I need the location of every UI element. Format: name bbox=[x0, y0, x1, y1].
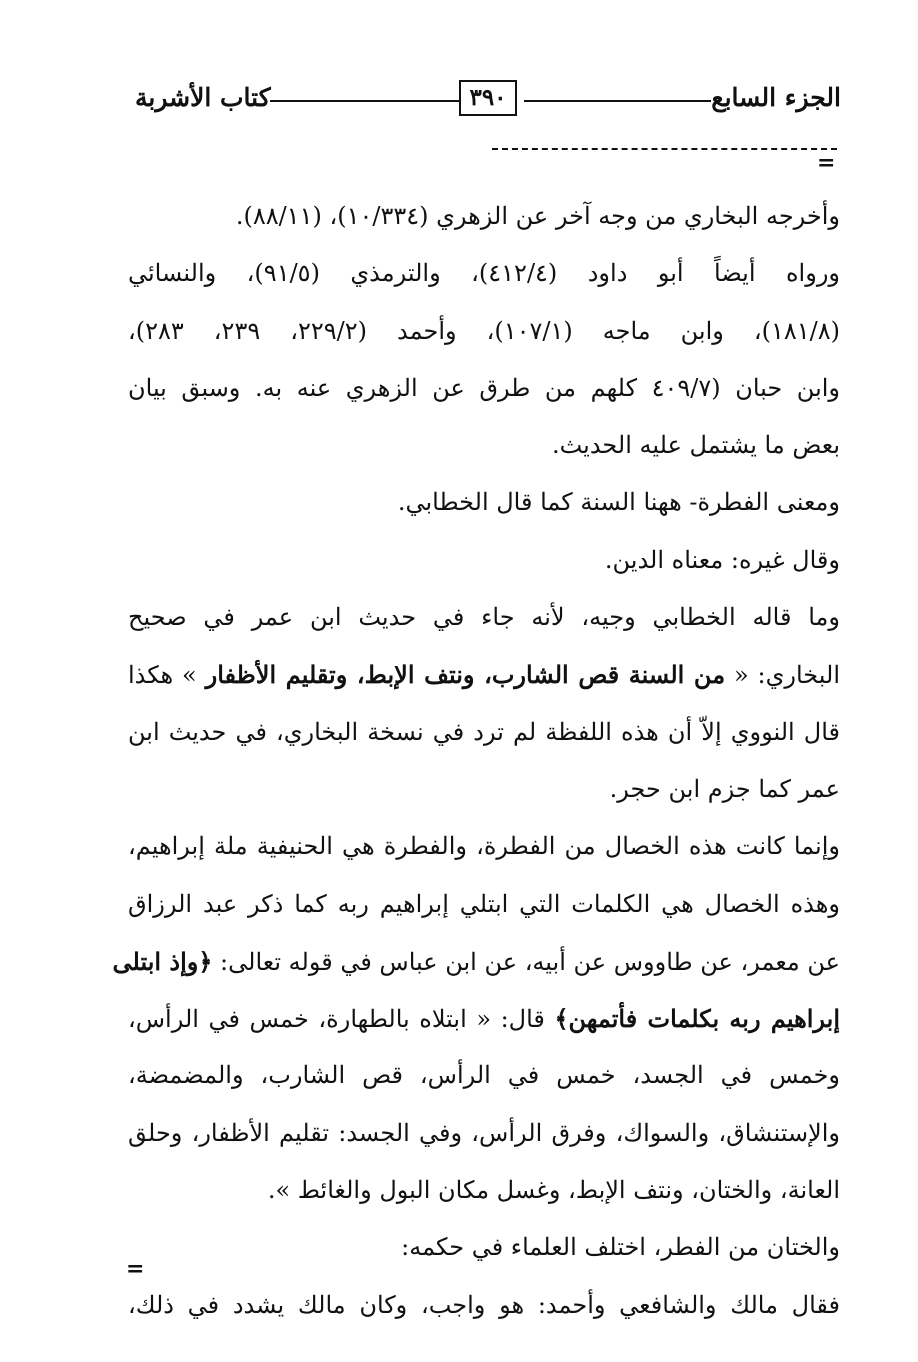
header-rule-left bbox=[270, 100, 459, 102]
text-run: » هكذا bbox=[128, 661, 206, 690]
text-line: وأخرجه البخاري من وجه آخر عن الزهري (١٠/٣٣٤)، (٨٨/١١). bbox=[235, 202, 840, 230]
text-line bbox=[128, 990, 840, 1047]
text-line: والإستنشاق، والسواك، وفرق الرأس، وفي الجسد: تقليم الأظفار، وحلق bbox=[128, 1118, 840, 1147]
continuation-mark-bottom: = bbox=[126, 1256, 145, 1282]
text-line: والختان من الفطر، اختلف العلماء في حكمه: bbox=[401, 1233, 840, 1262]
text-line: وإنما كانت هذه الخصال من الفطرة، والفطرة هي الحنيفية ملة إبراهيم، bbox=[128, 832, 840, 861]
text-line: ومعنى الفطرة- ههنا السنة كما قال الخطابي. bbox=[397, 488, 840, 517]
text-line: وهذه الخصال هي الكلمات التي ابتلي إبراهيم ربه كما ذكر عبد الرزاق bbox=[128, 889, 840, 918]
text-run: البخاري: « bbox=[725, 661, 841, 690]
quoted-text: إبراهيم ربه بكلمات فأتمهن﴾ bbox=[554, 1004, 840, 1034]
text-line: بعض ما يشتمل عليه الحديث. bbox=[551, 431, 840, 460]
quoted-text: ﴿وإذ ابتلى bbox=[112, 946, 213, 976]
footnote-body bbox=[112, 188, 841, 1334]
page-number: ٣٩٠ bbox=[459, 80, 517, 116]
text-line: فقال مالك والشافعي وأحمد: هو واجب، وكان مالك يشدد في ذلك، bbox=[128, 1290, 840, 1319]
running-head-book: كتاب الأشربة bbox=[135, 83, 271, 112]
text-line: قال النووي إلاّ أن هذه اللفظة لم ترد في نسخة البخاري، في حديث ابن bbox=[128, 717, 840, 746]
footnote-separator bbox=[492, 148, 837, 150]
running-head-volume: الجزء السابع bbox=[711, 83, 841, 112]
text-line: وخمس في الجسد، خمس في الرأس، قص الشارب، والمضمضة، bbox=[128, 1061, 840, 1090]
text-line: عمر كما جزم ابن حجر. bbox=[609, 774, 840, 803]
continuation-mark-top: = bbox=[817, 150, 836, 176]
text-line: وما قاله الخطابي وجيه، لأنه جاء في حديث ابن عمر في صحيح bbox=[128, 603, 840, 632]
text-line: العانة، والختان، ونتف الإبط، وغسل مكان البول والغائط ». bbox=[267, 1176, 840, 1205]
text-run: عن معمر، عن طاووس عن أبيه، عن ابن عباس في قوله تعالى: bbox=[212, 947, 840, 976]
text-line bbox=[128, 646, 840, 703]
text-line: وقال غيره: معناه الدين. bbox=[604, 545, 840, 574]
text-line: وابن حبان (٤٠٩/٧ كلهم من طرق عن الزهري عنه به. وسبق بيان bbox=[128, 373, 841, 402]
page-header bbox=[135, 78, 841, 128]
text-line bbox=[112, 933, 840, 990]
quoted-text: من السنة قص الشارب، ونتف الإبط، وتقليم الأظفار bbox=[205, 660, 726, 690]
header-rule-right bbox=[524, 100, 711, 102]
text-line: (١٨١/٨)، وابن ماجه (١٠٧/١)، وأحمد (٢٢٩/٢، ٢٣٩، ٢٨٣)، bbox=[128, 316, 841, 345]
text-run: قال: « ابتلاه بالطهارة، خمس في الرأس، bbox=[128, 1005, 555, 1034]
text-line: ورواه أيضاً أبو داود (٤١٢/٤)، والترمذي (٩١/٥)، والنسائي bbox=[128, 259, 840, 288]
